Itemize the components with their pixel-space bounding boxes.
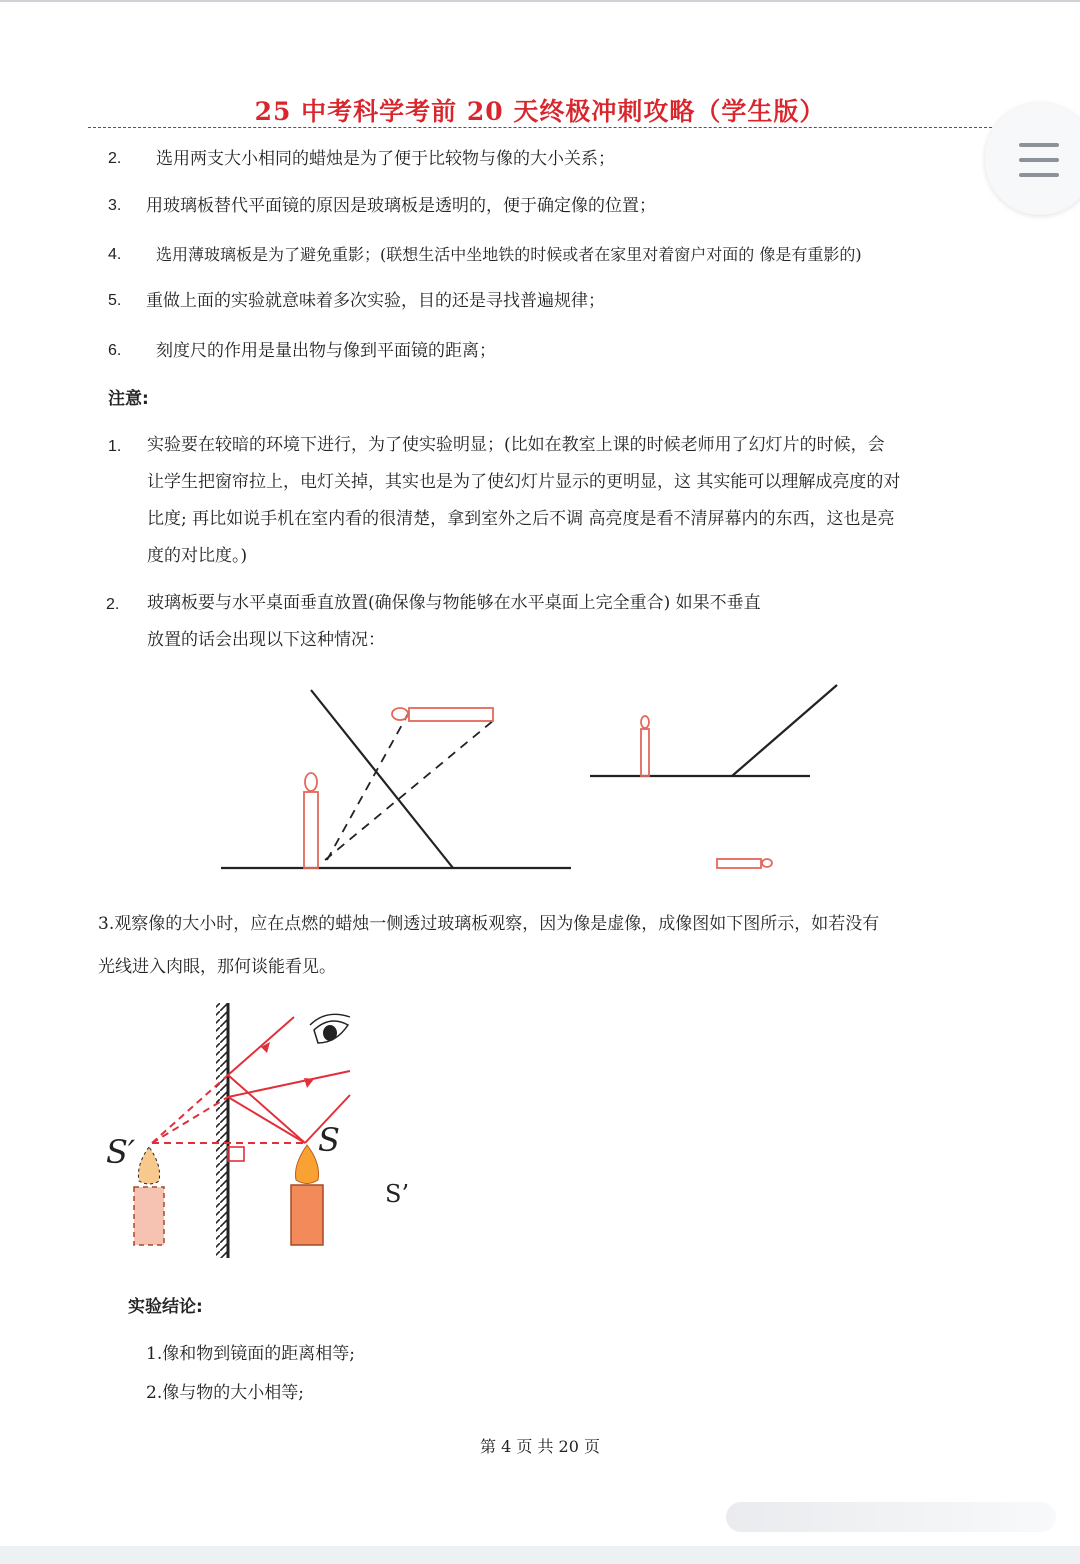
notes-heading: 注意: xyxy=(108,389,149,409)
candle-image xyxy=(409,708,493,721)
label-object-point: S xyxy=(318,1121,340,1159)
candle-object-small xyxy=(641,729,649,776)
note-line: 比度; 再比如说手机在室内看的很清楚，拿到室外之后不调 高亮度是看不清屏幕内的东西，这也是亮 xyxy=(147,509,895,529)
note-line: 让学生把窗帘拉上，电灯关掉，其实也是为了使幻灯片显示的更明显，这 其实能可以理解成亮度的对 xyxy=(147,472,901,492)
note-paragraph xyxy=(147,585,997,659)
right-angle-mark xyxy=(228,1147,244,1161)
glass-plate-line xyxy=(732,685,837,776)
list-item-text: 重做上面的实验就意味着多次实验，目的还是寻找普遍规律； xyxy=(146,291,605,311)
note-line: 实验要在较暗的环境下进行，为了使实验明显；(比如在教室上课的时候老师用了幻灯片的时候，会 xyxy=(147,435,885,455)
page-title: 25 中考科学考前 20 天终极冲刺攻略（学生版） xyxy=(254,97,826,126)
menu-icon xyxy=(1019,143,1059,147)
conclusion-item: 2.像与物的大小相等; xyxy=(146,1383,304,1403)
label-image-point: S′ xyxy=(106,1133,136,1171)
list-item-text: 刻度尺的作用是量出物与像到平面镜的距离； xyxy=(156,341,496,361)
page-number: 第 4 页 共 20 页 xyxy=(480,1437,600,1456)
list-item-text: 选用两支大小相同的蜡烛是为了便于比较物与像的大小关系； xyxy=(156,149,615,169)
candle-image-small xyxy=(717,859,761,868)
conclusion-item: 1.像和物到镜面的距离相等; xyxy=(146,1344,355,1364)
observe-line: 光线进入肉眼，那何谈能看见。 xyxy=(98,957,336,977)
menu-icon-bar xyxy=(1019,173,1059,177)
note-line: 放置的话会出现以下这种情况： xyxy=(147,630,385,650)
bottom-band xyxy=(0,1546,1080,1564)
list-item-number: 4. xyxy=(108,246,122,263)
reflected-ray xyxy=(228,1017,294,1075)
header-divider xyxy=(88,127,992,128)
note-line: 度的对比度。) xyxy=(147,546,248,566)
list-item-number: 5. xyxy=(108,292,122,309)
note-line: 玻璃板要与水平桌面垂直放置(确保像与物能够在水平桌面上完全重合) 如果不垂直 xyxy=(147,593,761,613)
image-candle xyxy=(134,1147,164,1245)
list-item-text: 用玻璃板替代平面镜的原因是玻璃板是透明的，便于确定像的位置； xyxy=(146,196,656,216)
tilted-glass-diagram xyxy=(215,670,875,890)
glass-plate-line xyxy=(311,690,453,868)
candle-object xyxy=(304,792,318,868)
note-paragraph xyxy=(147,427,997,575)
bottom-bar xyxy=(726,1502,1056,1532)
list-item-number: 3. xyxy=(108,197,122,214)
note-number: 2. xyxy=(106,596,120,613)
incident-ray xyxy=(228,1075,305,1143)
eye-icon xyxy=(310,1014,350,1043)
incident-ray xyxy=(228,1097,305,1143)
object-candle xyxy=(291,1145,323,1245)
candle-image-flame-small xyxy=(762,859,772,867)
top-border xyxy=(0,0,1080,2)
note-number: 1. xyxy=(108,438,122,455)
list-item-number: 2. xyxy=(108,150,122,167)
arrow-head xyxy=(304,1078,314,1088)
menu-button[interactable] xyxy=(985,103,1080,215)
dashed-ray xyxy=(327,714,408,860)
menu-icon-bar xyxy=(1019,158,1059,162)
observe-paragraph xyxy=(98,903,998,989)
candle-image-flame xyxy=(392,708,408,720)
reflected-ray xyxy=(228,1071,350,1097)
conclusion-heading: 实验结论: xyxy=(128,1297,203,1317)
stray-label: S’ xyxy=(385,1180,410,1208)
candle-flame xyxy=(305,773,317,791)
mirror-ray-diagram xyxy=(100,995,360,1265)
list-item-number: 6. xyxy=(108,342,122,359)
candle-flame-small xyxy=(641,716,649,728)
list-item-text: 选用薄玻璃板是为了避免重影；(联想生活中坐地铁的时候或者在家里对着窗户对面的 像是有重影的) xyxy=(156,245,862,264)
observe-line: 3.观察像的大小时，应在点燃的蜡烛一侧透过玻璃板观察，因为像是虚像，成像图如下图所示，如若没有 xyxy=(98,914,880,934)
